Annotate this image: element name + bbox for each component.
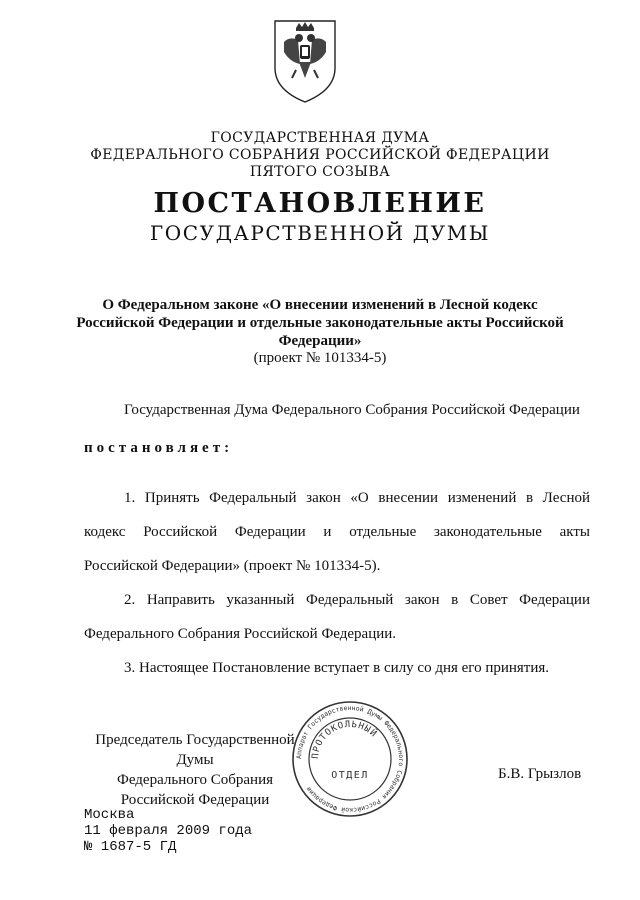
item-3: 3. Настоящее Постановление вступает в силу со дня его принятия. [124,660,550,676]
item-1-line-1: 1. Принять Федеральный закон «О внесении изменений в Лесной [124,490,590,506]
stamp-outer-text: Аппарат Государственной Думы Федерального Собрания Российской Федерации [294,703,406,815]
header-line-2: ФЕДЕРАЛЬНОГО СОБРАНИЯ РОССИЙСКОЙ ФЕДЕРАЦИИ [90,147,550,163]
stamp-center-text: ОТДЕЛ [331,770,369,781]
signature-role-line-3: Российской Федерации [120,792,270,808]
item-2-line-2: Федерального Собрания Российской Федерации. [84,626,397,642]
document-title: ПОСТАНОВЛЕНИЕ [153,188,487,219]
footer-number: № 1687-5 ГД [84,839,177,855]
svg-text:ПРОТОКОЛЬНЫЙ [311,720,380,759]
signature-role-line-2: Федерального Собрания [116,772,274,788]
header-line-1: ГОСУДАРСТВЕННАЯ ДУМА [210,130,430,146]
decides-heading: постановляет: [84,440,234,456]
document-subtitle: ГОСУДАРСТВЕННОЙ ДУМЫ [149,221,491,245]
law-title-line-2: Российской Федерации и отдельные законодательные акты Российской [76,315,564,331]
intro-paragraph: Государственная Дума Федерального Собрания Российской Федерации [124,402,580,418]
coat-of-arms-icon [272,18,338,104]
item-1-line-2: кодекс Российской Федерации и отдельные законодательные акты [84,524,590,540]
signatory-name: Б.В. Грызлов [498,766,582,782]
law-title [60,296,580,350]
stamp-ring-text: ПРОТОКОЛЬНЫЙ [310,719,379,760]
law-project-number: (проект № 101334-5) [253,350,387,366]
item-2-line-1: 2. Направить указанный Федеральный закон в Совет Федерации [124,592,590,608]
item-1-line-3: Российской Федерации» (проект № 101334-5). [84,558,381,574]
footer-city: Москва [84,807,135,823]
official-stamp [291,700,409,818]
law-title-line-3: Федерации» [278,333,362,349]
header-line-3: ПЯТОГО СОЗЫВА [249,164,391,180]
signature-role-line-1: Председатель Государственной Думы [95,732,295,768]
law-title-line-1: О Федеральном законе «О внесении изменений в Лесной кодекс [102,297,538,313]
footer-date: 11 февраля 2009 года [84,823,253,839]
signature-role [84,730,306,810]
